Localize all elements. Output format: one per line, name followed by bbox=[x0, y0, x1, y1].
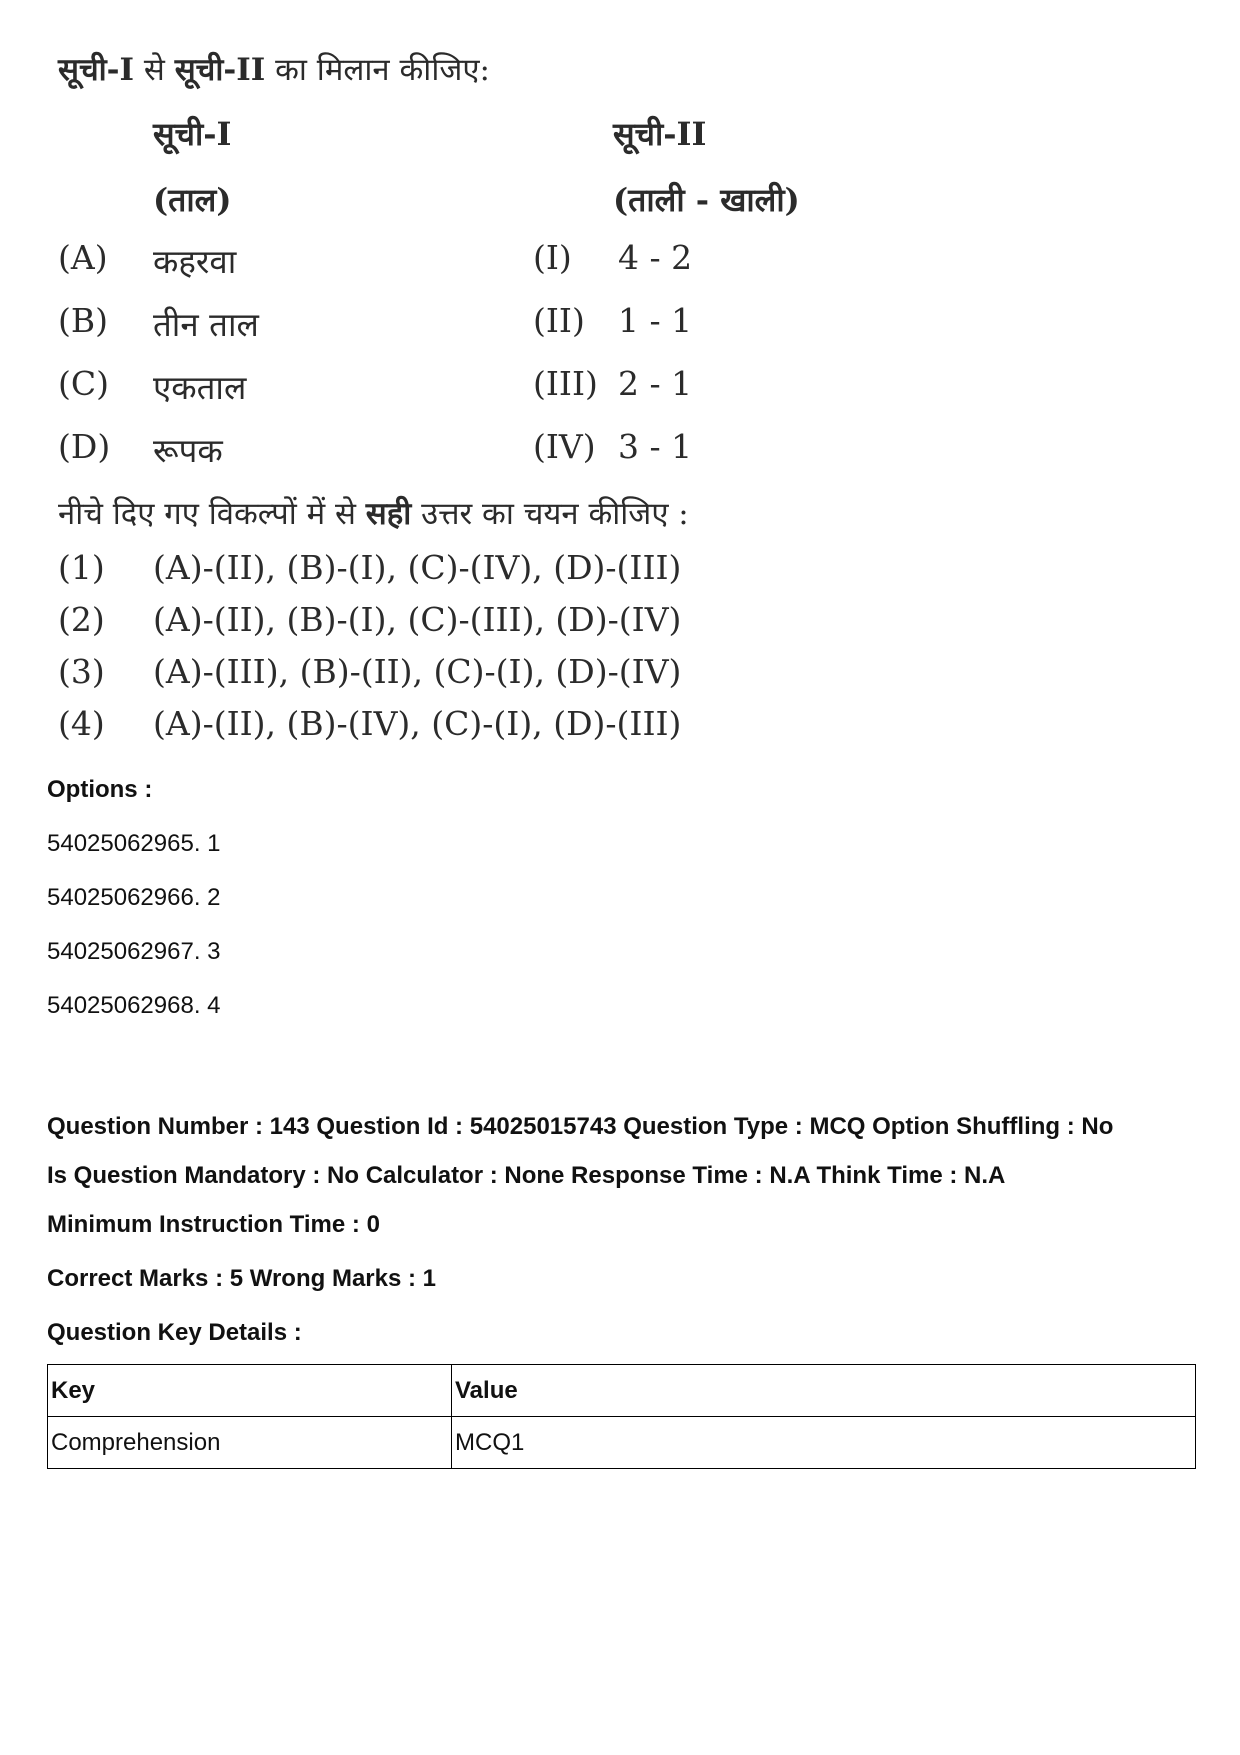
table-cell-key: Comprehension bbox=[48, 1417, 452, 1469]
choose-prefix: नीचे दिए गए विकल्पों में से bbox=[58, 496, 366, 532]
table-header-key: Key bbox=[48, 1365, 452, 1417]
list2-title: सूची-II bbox=[613, 115, 707, 153]
list1-subtitle: (ताल) bbox=[153, 181, 232, 219]
row-label-1: (D) bbox=[58, 427, 111, 466]
row-label-2: (II) bbox=[533, 301, 585, 340]
choice-text: (A)-(III), (B)-(II), (C)-(I), (D)-(IV) bbox=[153, 652, 682, 691]
row-item-1: एकताल bbox=[153, 368, 247, 407]
row-item-2: 2 - 1 bbox=[618, 364, 693, 403]
table-header-value: Value bbox=[452, 1365, 1196, 1417]
instruction-connector: से bbox=[134, 52, 175, 88]
options-label: Options : bbox=[47, 776, 153, 803]
row-label-2: (III) bbox=[533, 364, 598, 403]
row-item-1: तीन ताल bbox=[153, 305, 259, 344]
table-header-row bbox=[48, 1365, 1196, 1417]
match-row bbox=[58, 364, 818, 414]
row-label-1: (C) bbox=[58, 364, 109, 403]
row-item-2: 1 - 1 bbox=[618, 301, 693, 340]
row-item-1: रूपक bbox=[153, 431, 223, 470]
choose-bold: सही bbox=[365, 496, 412, 532]
row-label-1: (B) bbox=[58, 301, 108, 340]
table-row bbox=[48, 1417, 1196, 1469]
instruction-list1: सूची-I bbox=[58, 52, 135, 88]
choice-number: (1) bbox=[58, 548, 105, 587]
match-row bbox=[58, 427, 818, 477]
question-meta-line: Minimum Instruction Time : 0 bbox=[47, 1211, 380, 1238]
option-item: 54025062966. 2 bbox=[47, 884, 221, 911]
instruction-suffix: का मिलान कीजिए: bbox=[265, 52, 490, 88]
key-details-table bbox=[47, 1364, 1196, 1469]
row-item-2: 3 - 1 bbox=[618, 427, 693, 466]
list1-title: सूची-I bbox=[153, 115, 232, 153]
row-item-1: कहरवा bbox=[153, 242, 237, 281]
match-instruction bbox=[58, 48, 490, 90]
match-row bbox=[58, 301, 818, 351]
question-meta-line: Is Question Mandatory : No Calculator : None Response Time : N.A Think Time : N.A bbox=[47, 1162, 1006, 1189]
choice-number: (3) bbox=[58, 652, 105, 691]
choice-number: (2) bbox=[58, 600, 105, 639]
option-item: 54025062967. 3 bbox=[47, 938, 221, 965]
option-item: 54025062965. 1 bbox=[47, 830, 221, 857]
choice-text: (A)-(II), (B)-(I), (C)-(IV), (D)-(III) bbox=[153, 548, 682, 587]
question-meta-line: Question Number : 143 Question Id : 54025015743 Question Type : MCQ Option Shuffling : No bbox=[47, 1113, 1114, 1140]
option-item: 54025062968. 4 bbox=[47, 992, 221, 1019]
table-cell-value: MCQ1 bbox=[452, 1417, 1196, 1469]
instruction-list2: सूची-II bbox=[174, 52, 266, 88]
choice-text: (A)-(II), (B)-(I), (C)-(III), (D)-(IV) bbox=[153, 600, 682, 639]
list2-subtitle: (ताली - खाली) bbox=[613, 181, 800, 219]
question-image bbox=[48, 40, 848, 760]
marks-line: Correct Marks : 5 Wrong Marks : 1 bbox=[47, 1265, 437, 1292]
choose-suffix: उत्तर का चयन कीजिए : bbox=[411, 496, 689, 532]
row-item-2: 4 - 2 bbox=[618, 238, 693, 277]
choice-number: (4) bbox=[58, 704, 105, 743]
match-row bbox=[58, 238, 818, 288]
key-details-label: Question Key Details : bbox=[47, 1319, 302, 1346]
row-label-1: (A) bbox=[58, 238, 108, 277]
choose-instruction bbox=[58, 492, 689, 534]
choice-text: (A)-(II), (B)-(IV), (C)-(I), (D)-(III) bbox=[153, 704, 682, 743]
row-label-2: (IV) bbox=[533, 427, 596, 466]
row-label-2: (I) bbox=[533, 238, 572, 277]
